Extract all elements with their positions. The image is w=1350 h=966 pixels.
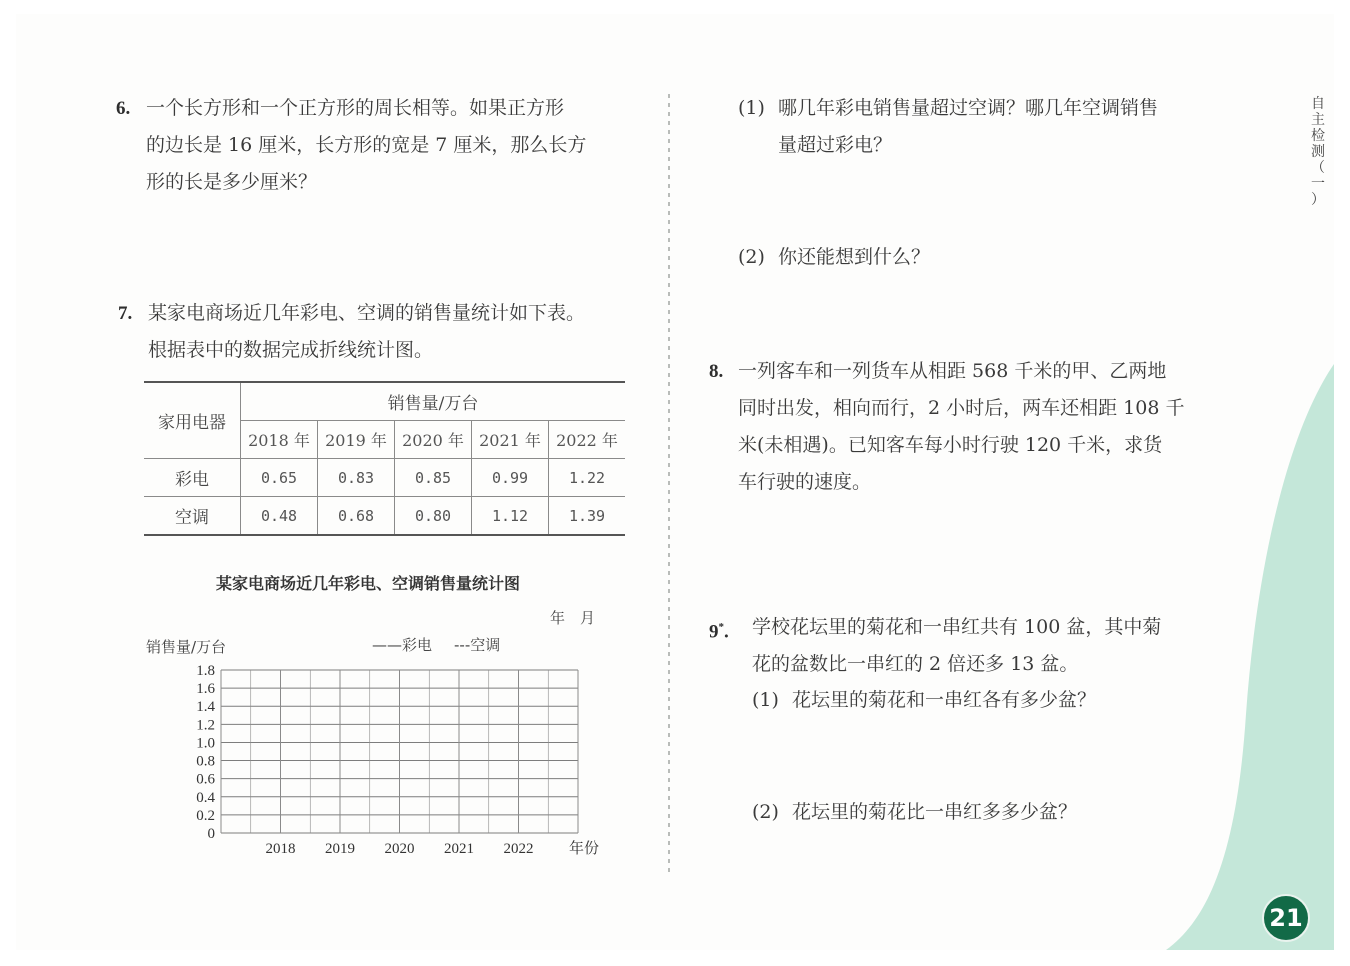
table-year: 2018 年 [241,421,318,459]
q7-sub1-label: (1) [738,97,765,119]
q7-sub1-line-2: 量超过彩电？ [778,134,893,156]
q7-sub1 [738,90,1159,156]
y-tick-label: 1.8 [196,663,215,679]
table-cell: 0.80 [395,497,472,536]
table-cell: 1.39 [549,497,626,536]
chart-title: 某家电商场近几年彩电、空调销售量统计图 [216,574,521,593]
q9-line-2: 花的盆数比一串红的 2 倍还多 13 盆。 [752,653,1079,675]
table-cell: 0.48 [241,497,318,536]
q8-line-2: 同时出发，相向而行，2 小时后，两车还相距 108 千 [738,397,1185,419]
chart-ylabel: 销售量/万台 [146,638,227,656]
page-number-badge: 21 [1262,894,1310,942]
table-cell: 0.83 [318,459,395,497]
y-tick-label: 1.4 [196,699,215,716]
y-tick-label: 1.6 [196,681,215,698]
workbook-page [16,14,1334,950]
table-header-item: 家用电器 [144,382,241,459]
q9-sub1-text: 花坛里的菊花和一串红各有多少盆？ [792,689,1097,711]
q7-line-1: 某家电商场近几年彩电、空调的销售量统计如下表。 [148,302,586,324]
q7-sub2-label: (2) [738,246,765,268]
q8-line-3: 米(未相遇)。已知客车每小时行驶 120 千米，求货 [738,434,1163,456]
x-axis-label: 年份 [568,841,600,857]
side-tab-char: 测 [1311,144,1325,160]
row-label-ac: 空调 [144,497,241,536]
side-tab-char: （ [1311,160,1325,176]
side-tab-char: 一 [1311,176,1325,192]
q9-number [709,609,729,650]
x-tick-label: 2018 [265,841,296,857]
q9-text [752,609,1161,683]
q8-line-4: 车行驶的速度。 [738,471,872,493]
q9-sub2-text: 花坛里的菊花比一串红多多少盆？ [792,801,1078,823]
q9-sub1 [752,682,1097,719]
table-cell: 0.85 [395,459,472,497]
y-tick-label: 0 [207,826,215,842]
q6-line-3: 形的长是多少厘米？ [146,171,318,193]
y-tick-label: 0.2 [196,807,215,824]
table-cell: 1.12 [472,497,549,536]
q6-number: 6. [116,98,131,119]
x-tick-label: 2020 [384,841,415,857]
side-tab-char: 检 [1311,128,1325,144]
q7-sub2-text: 你还能想到什么？ [778,246,931,268]
q7-line-2: 根据表中的数据完成折线统计图。 [148,339,434,361]
side-tab-char: ） [1311,192,1325,208]
legend-tv: ——彩电 [372,636,433,654]
date-label: 年 月 [550,609,596,627]
y-tick-label: 0.4 [196,789,215,806]
table-year: 2021 年 [472,421,549,459]
q8-text [738,353,1184,501]
table-cell: 0.68 [318,497,395,536]
x-tick-label: 2022 [503,841,534,857]
table-cell: 1.22 [549,459,626,497]
y-tick-label: 1.0 [196,735,215,752]
y-tick-label: 1.2 [196,717,215,734]
q9-num: 9 [709,621,719,643]
q7-number: 7. [118,303,133,324]
side-tab-char: 主 [1311,112,1325,128]
q9-star: * [718,621,724,633]
q8-line-1: 一列客车和一列货车从相距 568 千米的甲、乙两地 [738,360,1167,382]
q9-line-1: 学校花坛里的菊花和一串红共有 100 盆，其中菊 [752,616,1162,638]
side-tab-char: 自 [1311,96,1325,112]
table-cell: 0.99 [472,459,549,497]
section-side-tab [1308,96,1328,208]
q9-sub2 [752,794,1078,831]
q8-number: 8. [709,361,724,382]
q7-sub2 [738,239,931,276]
q7-sub1-line-1: 哪几年彩电销售量超过空调？哪几年空调销售 [778,97,1159,119]
row-label-tv: 彩电 [144,459,241,497]
x-tick-label: 2019 [325,841,355,857]
legend-ac: ---空调 [454,636,501,654]
q6-line-2: 的边长是 16 厘米，长方形的宽是 7 厘米，那么长方 [146,134,587,156]
y-tick-label: 0.8 [196,753,215,770]
q6-line-1: 一个长方形和一个正方形的周长相等。如果正方形 [146,97,565,119]
table-header-group: 销售量/万台 [241,382,626,421]
q9-sub1-label: (1) [752,689,779,711]
x-tick-label: 2021 [444,841,474,857]
table-cell: 0.65 [241,459,318,497]
table-year: 2022 年 [549,421,626,459]
q9-dot: . [724,621,729,643]
table-year: 2019 年 [318,421,395,459]
table-year: 2020 年 [395,421,472,459]
y-tick-label: 0.6 [196,771,215,788]
q9-sub2-label: (2) [752,801,779,823]
